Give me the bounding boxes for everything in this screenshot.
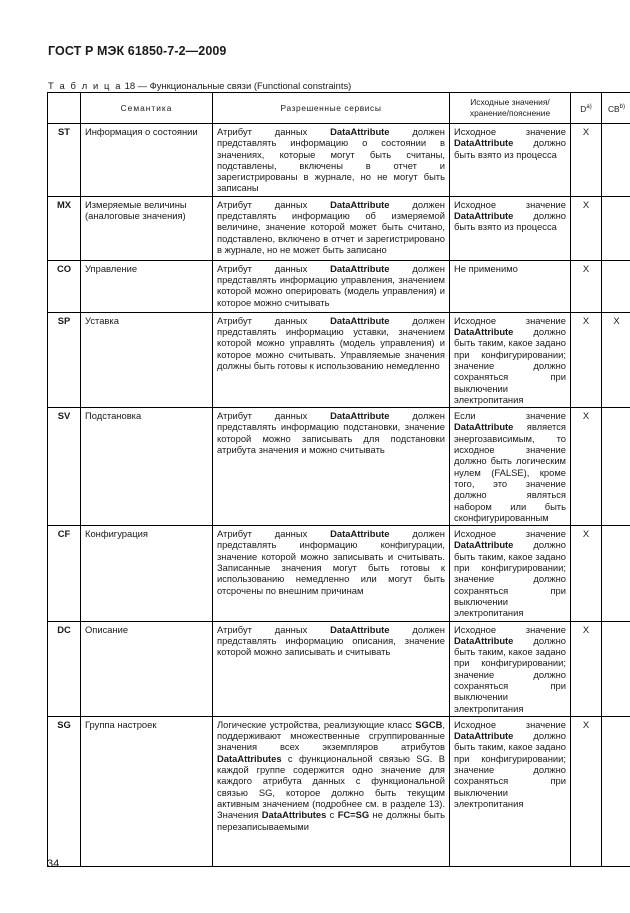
services-cell-segment: Атрибут данных (217, 314, 331, 326)
services-cell-segment: должен представлять информацию о состоянии в значениях, которые могут быть считаны, подставлены, включены в отчет и зарегистрированы в журнале, но не могут быть записаны (217, 126, 445, 194)
services-cell-segment: Атрибут данных (217, 623, 331, 635)
services-cell-segment: DataAttributes (261, 809, 327, 821)
semantics-cell: Группа настроек (81, 716, 213, 866)
cb-mark (602, 526, 630, 621)
header-cb-footnote: b) (619, 103, 625, 110)
initial-value-cell-segment: должно быть таким, какое задано при конфигурировании; значение должно сохраняться при выключении электропитания (454, 730, 566, 809)
table-caption-prefix: Т а б л и ц а (48, 80, 123, 91)
header-services: Разрешенные сервисы (213, 93, 450, 124)
d-mark: X (571, 408, 602, 526)
initial-value-cell-segment: DataAttribute (454, 634, 514, 646)
services-cell-segment: должен представлять информацию управления, значением которой можно оперировать (модель управления) и которое можно считывать (217, 262, 445, 308)
initial-value-cell-segment: должно быть таким, какое задано при конфигурировании; значение должно сохраняться при выключении электропитания (454, 634, 566, 714)
table-row (48, 260, 630, 312)
services-cell (213, 526, 450, 621)
services-cell-segment: Логические устройства, реализующие класс (217, 718, 416, 730)
services-cell-segment: DataAttribute (330, 410, 390, 422)
services-cell-segment: , поддерживают множественные сгруппированные значения всех экземпляров атрибутов (217, 718, 445, 753)
initial-value-cell (450, 312, 571, 407)
semantics-cell: Управление (81, 260, 213, 312)
services-cell-segment: не должны быть перезаписываемыми (217, 809, 445, 832)
initial-value-cell (450, 196, 571, 260)
services-cell-segment: должен представлять информацию описания, значение которой можно записывать и считывать (217, 623, 445, 658)
semantics-cell: Уставка (81, 312, 213, 407)
services-cell-segment: DataAttributes (217, 752, 282, 764)
services-cell-segment: DataAttribute (330, 623, 390, 635)
initial-value-cell (450, 260, 571, 312)
initial-value-cell-segment: DataAttribute (454, 539, 514, 551)
services-cell-segment: Атрибут данных (217, 198, 331, 210)
initial-value-cell-segment: DataAttribute (454, 421, 514, 433)
constraint-code: SV (48, 408, 81, 526)
services-cell-segment: должен представлять информацию уставки, значением которой можно управлять (модель управления) и которое можно считывать. Управляемые значения должны быть готовы к использованию немедленно (217, 314, 445, 371)
semantics-cell: Информация о состоянии (81, 124, 213, 197)
services-cell-segment: DataAttribute (330, 314, 390, 326)
header-cb-label: CB (608, 103, 620, 114)
semantics-cell: Конфигурация (81, 526, 213, 621)
services-cell-segment: SGCB (415, 718, 443, 730)
services-cell (213, 196, 450, 260)
initial-value-cell-segment: Не применимо (454, 262, 518, 274)
table-row (48, 196, 630, 260)
table-body (48, 124, 630, 867)
initial-value-cell-segment: должно быть таким, какое задано при конфигурировании; значение должно сохраняться при выключении электропитания (454, 326, 566, 405)
initial-value-cell (450, 408, 571, 526)
initial-value-cell-segment: Исходное значение (454, 126, 566, 137)
services-cell-segment: с функциональной связью SG. В каждой группе содержится одно значение для каждого атрибута данных с функциональной связью SG, которое должно быть текущим активным значением (подробнее см. в разделе 13). Значения (217, 752, 445, 821)
table-row (48, 716, 630, 866)
cb-mark (602, 124, 630, 197)
initial-value-cell-segment: должно быть взято из процесса (454, 210, 566, 233)
d-mark: X (571, 526, 602, 621)
d-mark: X (571, 312, 602, 407)
table-row (48, 312, 630, 407)
cb-mark (602, 408, 630, 526)
initial-value-cell-segment: Исходное значение (454, 198, 566, 210)
header-d (571, 93, 602, 124)
services-cell-segment: с (326, 809, 338, 821)
table-caption (48, 80, 351, 91)
services-cell (213, 312, 450, 407)
initial-value-cell-segment: должно быть таким, какое задано при конфигурировании; значение должно сохраняться при выключении электропитания (454, 539, 566, 619)
constraint-code: SG (48, 716, 81, 866)
initial-value-cell-segment: Исходное значение (454, 623, 566, 635)
services-cell-segment: Атрибут данных (217, 528, 331, 540)
d-mark: X (571, 716, 602, 866)
header-code (48, 93, 81, 124)
cb-mark (602, 196, 630, 260)
initial-value-cell (450, 124, 571, 197)
services-cell-segment: DataAttribute (330, 528, 390, 540)
services-cell-segment: DataAttribute (330, 198, 390, 210)
header-semantics: Семантика (81, 93, 213, 124)
services-cell (213, 408, 450, 526)
header-cb (602, 93, 630, 124)
d-mark: X (571, 196, 602, 260)
services-cell (213, 124, 450, 197)
constraint-code: ST (48, 124, 81, 197)
semantics-cell: Измеряемые величины (аналоговые значения) (81, 196, 213, 260)
initial-value-cell-segment: Исходное значение (454, 528, 566, 540)
constraint-code: MX (48, 196, 81, 260)
table-row (48, 408, 630, 526)
functional-constraints-table (47, 92, 630, 867)
constraint-code: SP (48, 312, 81, 407)
initial-value-cell (450, 621, 571, 716)
services-cell-segment: Атрибут данных (217, 126, 331, 137)
services-cell-segment: Атрибут данных (217, 410, 331, 422)
services-cell-segment: должен представлять информацию подстановки, значение которой можно записывать для подстановки атрибута значения и можно считывать (217, 410, 445, 456)
services-cell-segment: должен представлять информацию конфигурации, значение которой можно записывать и считывать. Записанные значения могут быть готовы к использованию немедленно или могут быть отсрочены по внешним причинам (217, 528, 445, 596)
initial-value-cell-segment: Исходное значение (454, 718, 566, 730)
cb-mark (602, 621, 630, 716)
services-cell-segment: DataAttribute (330, 262, 390, 274)
cb-mark (602, 260, 630, 312)
cb-mark (602, 716, 630, 866)
initial-value-cell-segment: Если значение (454, 410, 566, 422)
initial-value-cell-segment: является энергозависимым, то исходное значение должно быть логическим нулем (FALSE), кроме того, это значение должно являться набором или быть сконфигурированным (454, 421, 566, 523)
page-number: 34 (47, 858, 60, 870)
initial-value-cell (450, 716, 571, 866)
services-cell (213, 621, 450, 716)
initial-value-cell-segment: DataAttribute (454, 730, 514, 742)
semantics-cell: Подстановка (81, 408, 213, 526)
d-mark: X (571, 621, 602, 716)
services-cell (213, 260, 450, 312)
initial-value-cell-segment: DataAttribute (454, 137, 514, 149)
services-cell-segment: Атрибут данных (217, 262, 331, 274)
constraint-code: CF (48, 526, 81, 621)
services-cell-segment: должен представлять информацию об измеряемой величине, значение которой может быть считано, подставлено, включено в отчет и зарегистрировано в журнале, но не может быть записано (217, 198, 445, 255)
header-d-label: D (580, 103, 587, 114)
initial-value-cell-segment: DataAttribute (454, 210, 514, 222)
d-mark: X (571, 260, 602, 312)
initial-value-cell-segment: Исходное значение (454, 314, 566, 326)
initial-value-cell-segment: должно быть взято из процесса (454, 137, 566, 160)
services-cell-segment: DataAttribute (330, 126, 390, 137)
table-row (48, 124, 630, 197)
constraint-code: DC (48, 621, 81, 716)
header-initial-values: Исходные значения/ хранение/пояснение (450, 93, 571, 124)
header-d-footnote: a) (586, 103, 592, 110)
table-row (48, 621, 630, 716)
semantics-cell: Описание (81, 621, 213, 716)
document-header: ГОСТ Р МЭК 61850-7-2—2009 (48, 44, 227, 58)
initial-value-cell (450, 526, 571, 621)
services-cell (213, 716, 450, 866)
table-row (48, 526, 630, 621)
cb-mark: X (602, 312, 630, 407)
constraint-code: CO (48, 260, 81, 312)
table-caption-title: 18 — Функциональные связи (Functional constraints) (122, 80, 352, 91)
d-mark: X (571, 124, 602, 197)
table-header-row (48, 93, 630, 124)
services-cell-segment: FC=SG (337, 809, 370, 821)
initial-value-cell-segment: DataAttribute (454, 326, 514, 338)
